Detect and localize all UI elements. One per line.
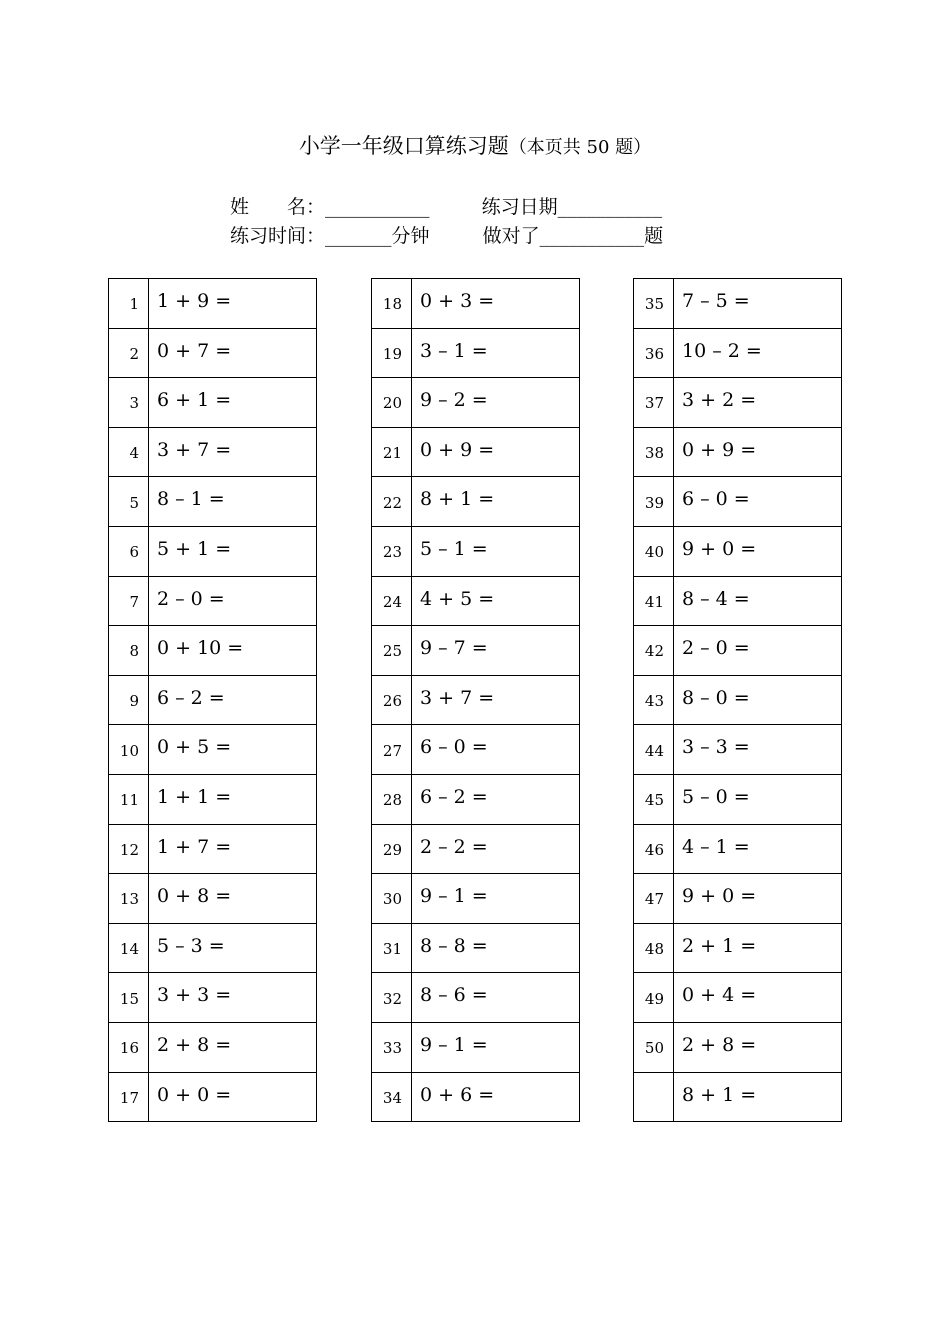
problem-number: 23 bbox=[372, 526, 412, 576]
problem-expression[interactable]: 2 – 2 = bbox=[412, 824, 580, 874]
problem-row bbox=[109, 279, 317, 329]
problem-row bbox=[109, 774, 317, 824]
problem-row bbox=[634, 328, 842, 378]
problem-expression[interactable]: 3 – 1 = bbox=[412, 328, 580, 378]
problem-row bbox=[634, 427, 842, 477]
problem-number: 39 bbox=[634, 477, 674, 527]
problem-expression[interactable]: 5 – 0 = bbox=[674, 774, 842, 824]
problem-row bbox=[109, 675, 317, 725]
problem-expression[interactable]: 6 – 0 = bbox=[412, 725, 580, 775]
problem-number: 41 bbox=[634, 576, 674, 626]
problem-expression[interactable]: 10 – 2 = bbox=[674, 328, 842, 378]
problem-row bbox=[634, 675, 842, 725]
name-field[interactable]: ___________ bbox=[325, 196, 430, 218]
problem-row bbox=[109, 824, 317, 874]
problem-expression[interactable]: 3 + 7 = bbox=[149, 427, 317, 477]
date-field[interactable]: ___________ bbox=[557, 196, 663, 218]
problem-number: 1 bbox=[109, 279, 149, 329]
problem-number: 12 bbox=[109, 824, 149, 874]
problem-number: 29 bbox=[372, 824, 412, 874]
problem-expression[interactable]: 6 – 2 = bbox=[149, 675, 317, 725]
problem-number: 42 bbox=[634, 626, 674, 676]
problem-number: 40 bbox=[634, 526, 674, 576]
problem-number: 27 bbox=[372, 725, 412, 775]
problem-number: 2 bbox=[109, 328, 149, 378]
problem-expression[interactable]: 0 + 9 = bbox=[674, 427, 842, 477]
problem-row bbox=[634, 1072, 842, 1122]
problem-expression[interactable]: 5 – 1 = bbox=[412, 526, 580, 576]
problem-expression[interactable]: 6 – 0 = bbox=[674, 477, 842, 527]
problem-expression[interactable]: 1 + 7 = bbox=[149, 824, 317, 874]
correct-field[interactable]: ___________ bbox=[539, 225, 645, 247]
problem-row bbox=[109, 378, 317, 428]
problem-number: 28 bbox=[372, 774, 412, 824]
problem-expression[interactable]: 9 + 0 = bbox=[674, 526, 842, 576]
problem-row bbox=[372, 874, 580, 924]
title-subtitle: （本页共 50 题） bbox=[508, 137, 652, 158]
problem-row bbox=[372, 378, 580, 428]
problem-expression[interactable]: 2 – 0 = bbox=[674, 626, 842, 676]
title-main: 小学一年级口算练习题 bbox=[298, 134, 509, 158]
problem-number: 18 bbox=[372, 279, 412, 329]
problem-number: 43 bbox=[634, 675, 674, 725]
name-label: 姓 名： bbox=[230, 196, 326, 218]
problem-row bbox=[634, 1022, 842, 1072]
problem-number: 26 bbox=[372, 675, 412, 725]
problem-expression[interactable]: 1 + 9 = bbox=[149, 279, 317, 329]
problem-row bbox=[109, 725, 317, 775]
problem-row bbox=[634, 874, 842, 924]
problem-number: 17 bbox=[109, 1072, 149, 1122]
problem-expression[interactable]: 8 – 4 = bbox=[674, 576, 842, 626]
problem-expression[interactable]: 0 + 7 = bbox=[149, 328, 317, 378]
page-title bbox=[0, 130, 950, 160]
problem-row bbox=[372, 328, 580, 378]
problem-number: 8 bbox=[109, 626, 149, 676]
problem-number: 4 bbox=[109, 427, 149, 477]
problem-expression[interactable]: 8 + 1 = bbox=[674, 1072, 842, 1122]
problem-number: 22 bbox=[372, 477, 412, 527]
problem-row bbox=[109, 328, 317, 378]
problem-number: 32 bbox=[372, 973, 412, 1023]
problem-row bbox=[634, 923, 842, 973]
problem-row bbox=[634, 378, 842, 428]
problem-expression[interactable]: 0 + 6 = bbox=[412, 1072, 580, 1122]
problem-row bbox=[109, 874, 317, 924]
problem-number: 13 bbox=[109, 874, 149, 924]
problem-number: 31 bbox=[372, 923, 412, 973]
time-field[interactable]: _______ bbox=[325, 225, 392, 247]
problem-number bbox=[634, 1072, 674, 1122]
problem-number: 46 bbox=[634, 824, 674, 874]
problem-number: 14 bbox=[109, 923, 149, 973]
problem-row bbox=[372, 675, 580, 725]
date-label: 练习日期 bbox=[481, 196, 558, 218]
problem-number: 19 bbox=[372, 328, 412, 378]
problem-expression[interactable]: 9 – 7 = bbox=[412, 626, 580, 676]
problem-number: 37 bbox=[634, 378, 674, 428]
problem-expression[interactable]: 8 – 1 = bbox=[149, 477, 317, 527]
problem-expression[interactable]: 6 + 1 = bbox=[149, 378, 317, 428]
problem-expression[interactable]: 5 + 1 = bbox=[149, 526, 317, 576]
problem-expression[interactable]: 3 + 2 = bbox=[674, 378, 842, 428]
problem-number: 49 bbox=[634, 973, 674, 1023]
problem-expression[interactable]: 0 + 9 = bbox=[412, 427, 580, 477]
problem-row bbox=[372, 725, 580, 775]
problem-expression[interactable]: 1 + 1 = bbox=[149, 774, 317, 824]
problem-row bbox=[634, 626, 842, 676]
problem-row bbox=[372, 973, 580, 1023]
problem-number: 24 bbox=[372, 576, 412, 626]
problem-expression[interactable]: 8 + 1 = bbox=[412, 477, 580, 527]
problem-expression[interactable]: 0 + 8 = bbox=[149, 874, 317, 924]
problem-expression[interactable]: 9 – 1 = bbox=[412, 874, 580, 924]
problem-row bbox=[109, 526, 317, 576]
problem-expression[interactable]: 2 + 1 = bbox=[674, 923, 842, 973]
problem-expression[interactable]: 0 + 3 = bbox=[412, 279, 580, 329]
problem-expression[interactable]: 2 + 8 = bbox=[149, 1022, 317, 1072]
problem-expression[interactable]: 7 – 5 = bbox=[674, 279, 842, 329]
problem-expression[interactable]: 0 + 10 = bbox=[149, 626, 317, 676]
problem-number: 20 bbox=[372, 378, 412, 428]
problem-expression[interactable]: 8 – 6 = bbox=[412, 973, 580, 1023]
problem-expression[interactable]: 3 + 3 = bbox=[149, 973, 317, 1023]
problem-row bbox=[109, 576, 317, 626]
problem-row bbox=[109, 1022, 317, 1072]
problem-number: 10 bbox=[109, 725, 149, 775]
problem-expression[interactable]: 2 + 8 = bbox=[674, 1022, 842, 1072]
problem-row bbox=[372, 1072, 580, 1122]
problem-number: 15 bbox=[109, 973, 149, 1023]
problem-row bbox=[634, 824, 842, 874]
problem-number: 34 bbox=[372, 1072, 412, 1122]
problem-number: 30 bbox=[372, 874, 412, 924]
problem-column-2 bbox=[371, 278, 580, 1122]
problem-row bbox=[372, 576, 580, 626]
problem-column-1 bbox=[108, 278, 317, 1122]
problem-expression[interactable]: 9 + 0 = bbox=[674, 874, 842, 924]
problem-row bbox=[372, 774, 580, 824]
problem-expression[interactable]: 4 – 1 = bbox=[674, 824, 842, 874]
problem-expression[interactable]: 2 – 0 = bbox=[149, 576, 317, 626]
correct-unit: 题 bbox=[644, 225, 664, 247]
problem-row bbox=[109, 477, 317, 527]
problem-expression[interactable]: 3 – 3 = bbox=[674, 725, 842, 775]
info-line-2 bbox=[230, 221, 663, 248]
time-label: 练习时间： bbox=[230, 225, 326, 247]
problem-row bbox=[372, 279, 580, 329]
problem-number: 3 bbox=[109, 378, 149, 428]
problem-expression[interactable]: 3 + 7 = bbox=[412, 675, 580, 725]
problem-number: 44 bbox=[634, 725, 674, 775]
problem-row bbox=[109, 1072, 317, 1122]
problem-number: 48 bbox=[634, 923, 674, 973]
problem-row bbox=[372, 477, 580, 527]
problem-row bbox=[109, 626, 317, 676]
time-unit: 分钟 bbox=[391, 225, 430, 247]
problem-row bbox=[634, 973, 842, 1023]
problem-column-3 bbox=[633, 278, 842, 1122]
problem-row bbox=[634, 279, 842, 329]
problem-number: 5 bbox=[109, 477, 149, 527]
problem-row bbox=[634, 477, 842, 527]
problem-row bbox=[634, 526, 842, 576]
correct-label: 做对了 bbox=[482, 225, 540, 247]
problem-number: 38 bbox=[634, 427, 674, 477]
problem-expression[interactable]: 0 + 5 = bbox=[149, 725, 317, 775]
problem-row bbox=[372, 427, 580, 477]
problem-row bbox=[372, 626, 580, 676]
problem-number: 47 bbox=[634, 874, 674, 924]
problem-row bbox=[372, 1022, 580, 1072]
problem-expression[interactable]: 5 – 3 = bbox=[149, 923, 317, 973]
problem-row bbox=[372, 824, 580, 874]
problem-number: 36 bbox=[634, 328, 674, 378]
problem-number: 16 bbox=[109, 1022, 149, 1072]
problem-number: 35 bbox=[634, 279, 674, 329]
info-line-1 bbox=[230, 192, 662, 219]
problem-expression[interactable]: 8 – 0 = bbox=[674, 675, 842, 725]
problem-expression[interactable]: 6 – 2 = bbox=[412, 774, 580, 824]
problem-expression[interactable]: 9 – 2 = bbox=[412, 378, 580, 428]
problem-number: 33 bbox=[372, 1022, 412, 1072]
problem-row bbox=[109, 427, 317, 477]
problem-row bbox=[634, 576, 842, 626]
problem-number: 21 bbox=[372, 427, 412, 477]
problem-expression[interactable]: 9 – 1 = bbox=[412, 1022, 580, 1072]
problem-row bbox=[372, 526, 580, 576]
problem-row bbox=[634, 774, 842, 824]
problem-row bbox=[109, 923, 317, 973]
problem-number: 6 bbox=[109, 526, 149, 576]
problem-number: 9 bbox=[109, 675, 149, 725]
problem-expression[interactable]: 8 – 8 = bbox=[412, 923, 580, 973]
problem-row bbox=[634, 725, 842, 775]
problem-expression[interactable]: 4 + 5 = bbox=[412, 576, 580, 626]
problem-number: 7 bbox=[109, 576, 149, 626]
problem-number: 11 bbox=[109, 774, 149, 824]
problem-number: 50 bbox=[634, 1022, 674, 1072]
problem-expression[interactable]: 0 + 4 = bbox=[674, 973, 842, 1023]
problem-row bbox=[372, 923, 580, 973]
problem-row bbox=[109, 973, 317, 1023]
problem-number: 25 bbox=[372, 626, 412, 676]
problem-expression[interactable]: 0 + 0 = bbox=[149, 1072, 317, 1122]
problem-number: 45 bbox=[634, 774, 674, 824]
